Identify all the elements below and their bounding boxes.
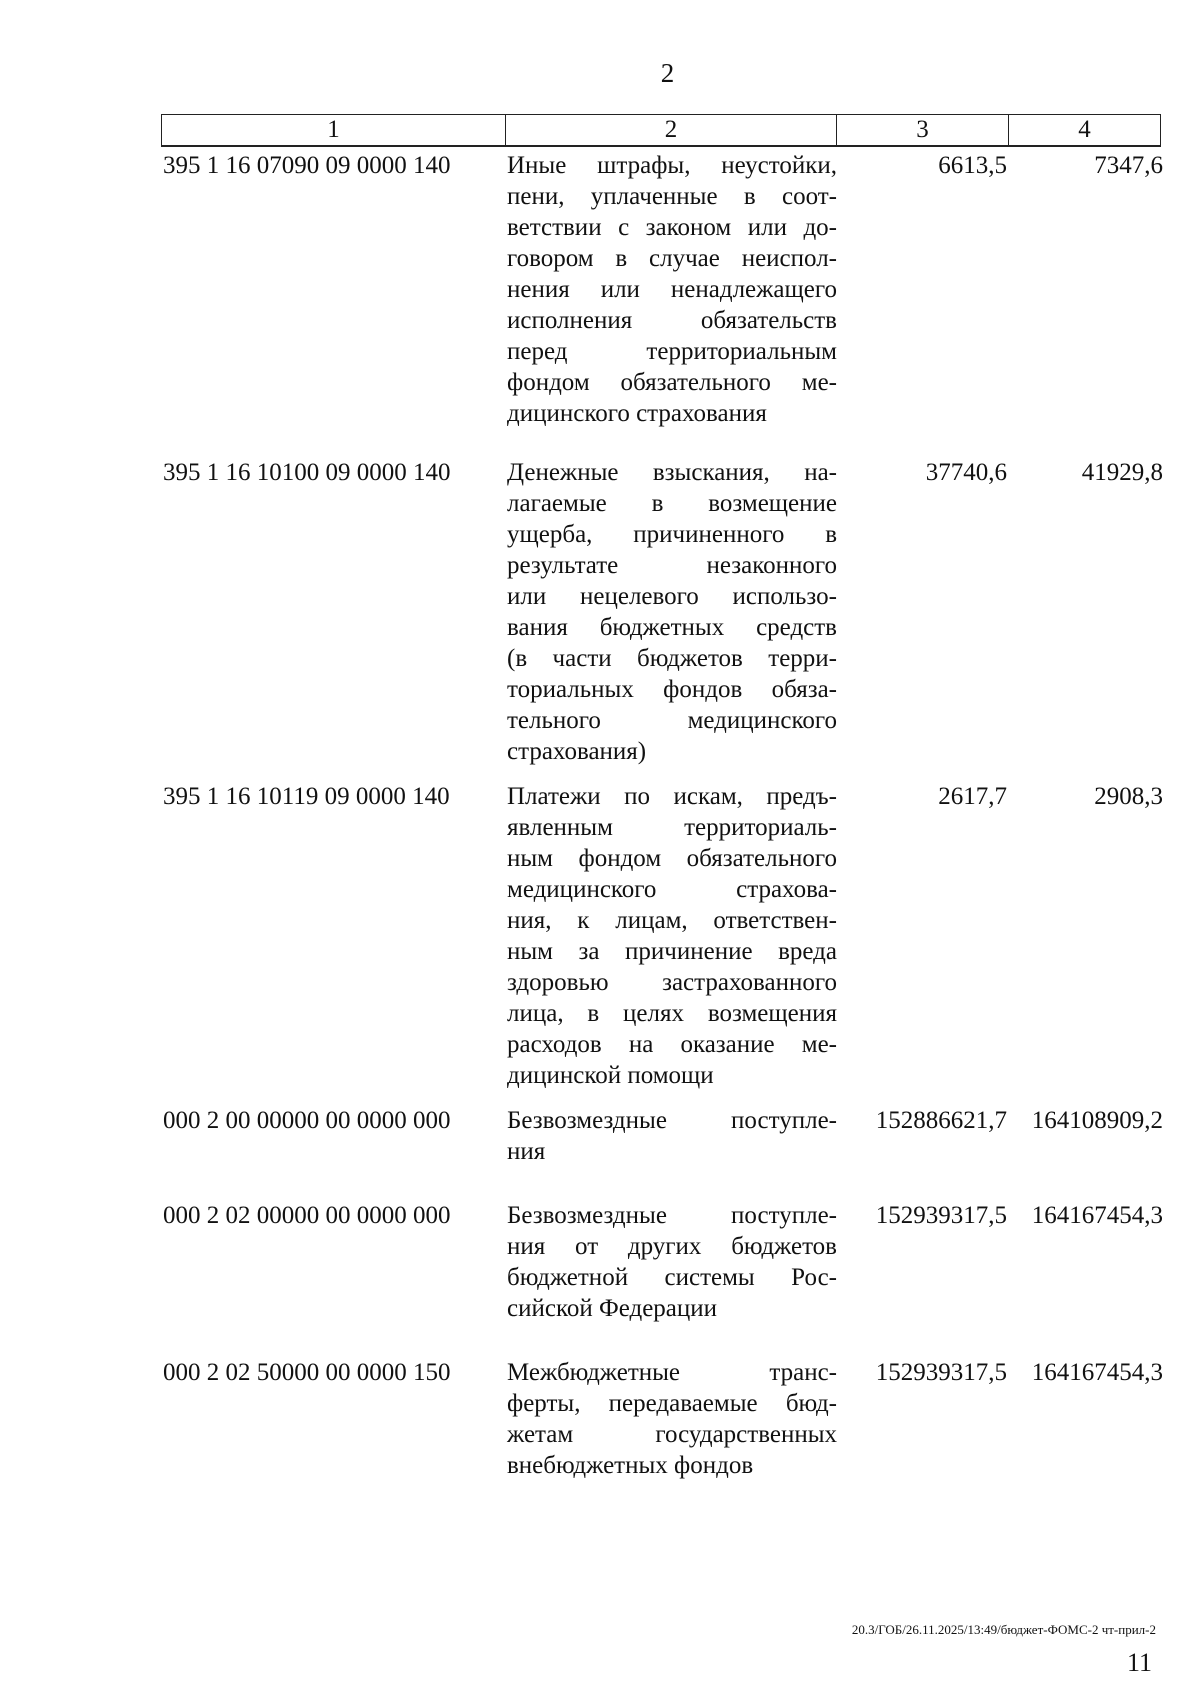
column-header-3: 3 xyxy=(837,115,1009,145)
footer-note: 20.3/ГОБ/26.11.2025/13:49/бюджет-ФОМС-2 чт-прил-2 xyxy=(851,1622,1156,1637)
row-code: 000 2 02 00000 00 0000 000 xyxy=(163,1202,451,1229)
description-line: нения или ненадлежащего xyxy=(507,276,837,303)
row-description xyxy=(507,1200,837,1324)
description-line: здоровью застрахованного xyxy=(507,969,837,996)
description-line: страхования) xyxy=(507,738,647,765)
column-header-1: 1 xyxy=(162,115,506,145)
description-line: дицинской помощи xyxy=(507,1062,714,1089)
row-value-col4: 164167454,3 xyxy=(1031,1202,1163,1229)
description-line: ным фондом обязательного xyxy=(507,845,837,872)
row-value-col3: 2617,7 xyxy=(938,783,1007,810)
description-line: Иные штрафы, неустойки, xyxy=(507,152,837,179)
description-line: расходов на оказание ме- xyxy=(507,1031,837,1058)
description-line: сийской Федерации xyxy=(507,1295,718,1322)
description-line: лица, в целях возмещения xyxy=(507,1000,837,1027)
description-line: говором в случае неиспол- xyxy=(507,245,837,272)
column-header-4: 4 xyxy=(1078,116,1091,143)
row-value-col3: 37740,6 xyxy=(925,459,1007,486)
description-line: или нецелевого использо- xyxy=(507,583,837,610)
row-code: 395 1 16 10100 09 0000 140 xyxy=(163,459,451,486)
row-description xyxy=(507,150,837,429)
description-line: ния xyxy=(507,1138,546,1165)
description-line: фондом обязательного ме- xyxy=(507,369,837,396)
row-code: 395 1 16 10119 09 0000 140 xyxy=(163,783,450,810)
description-line: Безвозмездные поступле- xyxy=(507,1107,837,1134)
page-number: 2 xyxy=(660,58,675,88)
row-code: 000 2 00 00000 00 0000 000 xyxy=(163,1107,451,1134)
description-line: Платежи по искам, предъ- xyxy=(507,783,837,810)
description-line: Денежные взыскания, на- xyxy=(507,459,837,486)
row-description xyxy=(507,1105,837,1167)
description-line: ториальных фондов обяза- xyxy=(507,676,837,703)
description-line: результате незаконного xyxy=(507,552,837,579)
description-line: дицинского страхования xyxy=(507,400,767,427)
column-header-2: 2 xyxy=(506,115,837,145)
description-line: медицинского страхова- xyxy=(507,876,837,903)
description-line: бюджетной системы Рос- xyxy=(507,1264,837,1291)
row-value-col4: 164167454,3 xyxy=(1031,1359,1163,1386)
description-line: явленным территориаль- xyxy=(507,814,837,841)
row-value-col4: 7347,6 xyxy=(1094,152,1163,179)
row-code: 395 1 16 07090 09 0000 140 xyxy=(163,152,451,179)
description-line: вания бюджетных средств xyxy=(507,614,837,641)
row-value-col4: 41929,8 xyxy=(1081,459,1163,486)
description-line: внебюджетных фондов xyxy=(507,1452,754,1479)
description-line: пени, уплаченные в соот- xyxy=(507,183,837,210)
row-code: 000 2 02 50000 00 0000 150 xyxy=(163,1359,451,1386)
row-value-col3: 152939317,5 xyxy=(875,1359,1007,1386)
description-line: жетам государственных xyxy=(507,1421,837,1448)
row-value-col4: 2908,3 xyxy=(1094,783,1163,810)
description-line: лагаемые в возмещение xyxy=(507,490,837,517)
description-line: (в части бюджетов терри- xyxy=(507,645,837,672)
row-description xyxy=(507,781,837,1091)
row-description xyxy=(507,1357,837,1481)
description-line: тельного медицинского xyxy=(507,707,837,734)
description-line: ущерба, причиненного в xyxy=(507,521,837,548)
row-value-col3: 6613,5 xyxy=(938,152,1007,179)
description-line: ветствии с законом или до- xyxy=(507,214,837,241)
row-value-col3: 152939317,5 xyxy=(875,1202,1007,1229)
description-line: перед территориальным xyxy=(507,338,837,365)
row-value-col4: 164108909,2 xyxy=(1031,1107,1163,1134)
description-line: ным за причинение вреда xyxy=(507,938,837,965)
footer-page-number: 11 xyxy=(1126,1648,1152,1677)
description-line: ферты, передаваемые бюд- xyxy=(507,1390,837,1417)
description-line: Безвозмездные поступле- xyxy=(507,1202,837,1229)
description-line: Межбюджетные транс- xyxy=(507,1359,837,1386)
description-line: ния от других бюджетов xyxy=(507,1233,837,1260)
table-header xyxy=(161,114,1161,147)
row-value-col3: 152886621,7 xyxy=(875,1107,1007,1134)
description-line: исполнения обязательств xyxy=(507,307,837,334)
row-description xyxy=(507,457,837,767)
description-line: ния, к лицам, ответствен- xyxy=(507,907,837,934)
